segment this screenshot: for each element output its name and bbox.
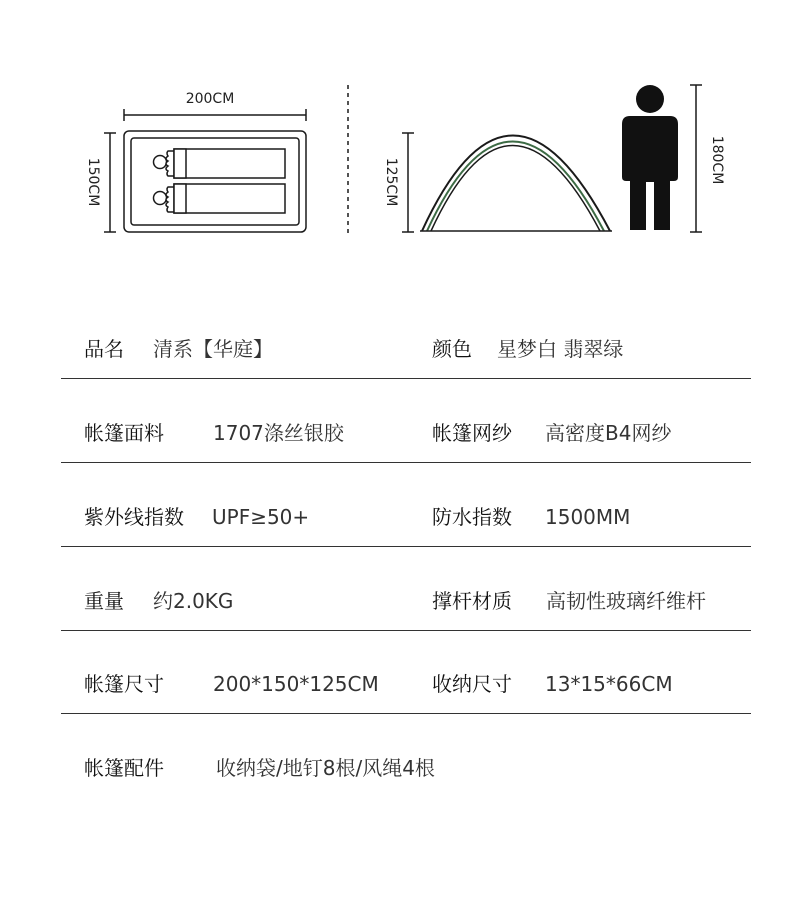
spec-label: 收纳尺寸 xyxy=(432,672,512,696)
person-height-label: 180CM xyxy=(709,135,725,185)
spec-label: 帐篷配件 xyxy=(84,756,164,780)
spec-value: 星梦白 翡翠绿 xyxy=(497,337,624,361)
spec-value: 200*150*125CM xyxy=(213,672,379,696)
spec-label: 品名 xyxy=(84,337,124,361)
spec-label: 撑杆材质 xyxy=(432,589,512,613)
spec-value: 收纳袋/地钉8根/风绳4根 xyxy=(216,756,435,780)
spec-label: 重量 xyxy=(84,589,124,613)
spec-value: 高密度B4网纱 xyxy=(545,421,672,445)
spec-row xyxy=(0,664,790,704)
spec-value: 1500MM xyxy=(545,505,631,529)
floor-width-label: 200CM xyxy=(185,91,235,107)
spec-row xyxy=(0,497,790,537)
spec-row xyxy=(0,413,790,453)
spec-label: 紫外线指数 xyxy=(84,505,184,529)
row-divider xyxy=(61,546,751,547)
spec-label: 帐篷面料 xyxy=(84,421,164,445)
spec-value: UPF≥50+ xyxy=(212,505,310,529)
spec-label: 颜色 xyxy=(432,337,472,361)
spec-value: 清系【华庭】 xyxy=(153,337,273,361)
spec-row xyxy=(0,581,790,621)
spec-label: 帐篷尺寸 xyxy=(84,672,164,696)
spec-row xyxy=(0,748,790,788)
spec-value: 1707涤丝银胶 xyxy=(213,421,344,445)
spec-label: 帐篷网纱 xyxy=(432,421,512,445)
spec-value: 约2.0KG xyxy=(153,589,234,613)
spec-label: 防水指数 xyxy=(432,505,512,529)
row-divider xyxy=(61,630,751,631)
row-divider xyxy=(61,713,751,714)
spec-value: 13*15*66CM xyxy=(545,672,673,696)
row-divider xyxy=(61,378,751,379)
spec-row xyxy=(0,329,790,369)
tent-height-label: 125CM xyxy=(383,157,399,207)
spec-value: 高韧性玻璃纤维杆 xyxy=(546,589,706,613)
floor-depth-label: 150CM xyxy=(85,157,101,207)
row-divider xyxy=(61,462,751,463)
